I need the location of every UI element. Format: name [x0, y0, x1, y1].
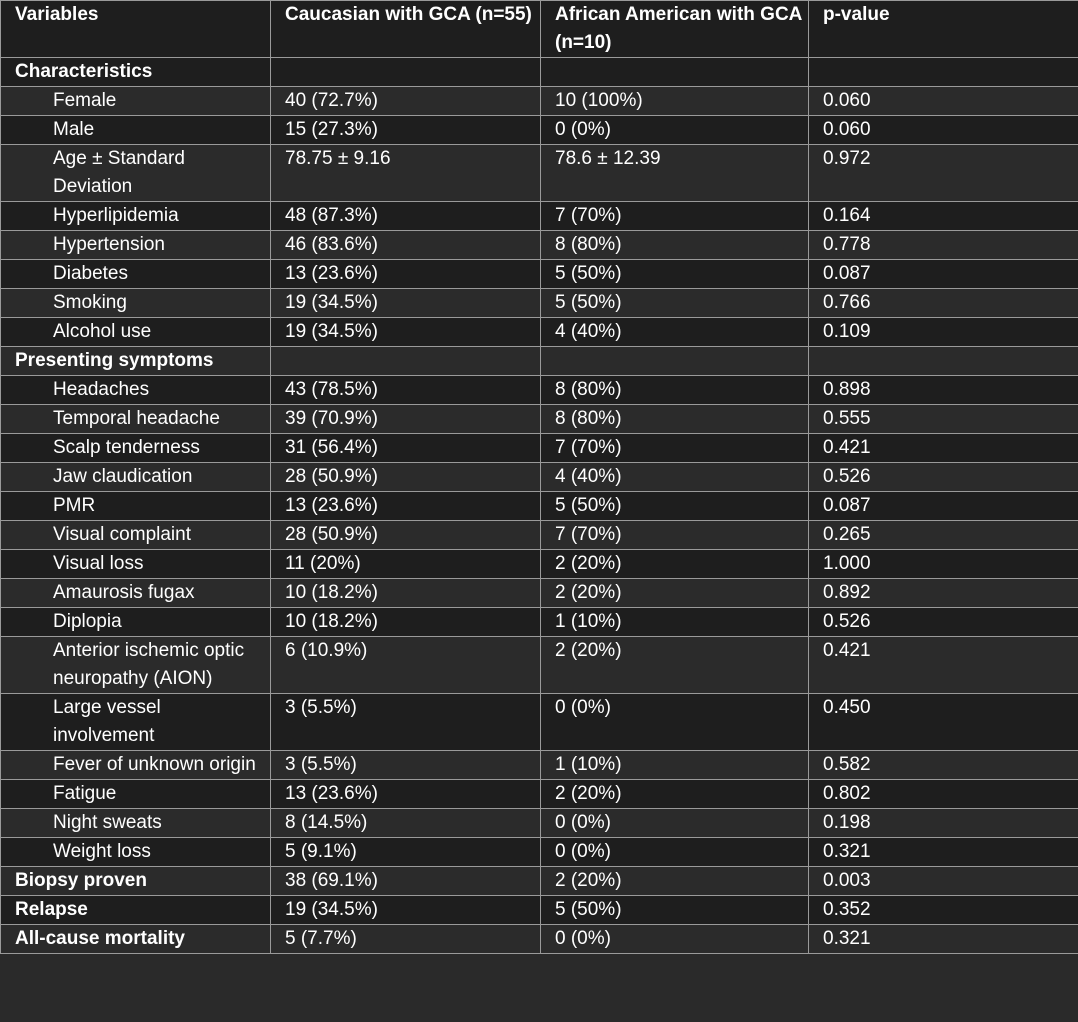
- cell-caucasian: 19 (34.5%): [271, 318, 541, 347]
- table-row: [1, 637, 1078, 694]
- cell-caucasian: 3 (5.5%): [271, 694, 541, 751]
- table-row: [1, 405, 1078, 434]
- cell-p-value: 0.109: [809, 318, 1078, 347]
- cell-african-american: 7 (70%): [541, 434, 809, 463]
- table-row: [1, 838, 1078, 867]
- cell-p-value: 0.421: [809, 637, 1078, 694]
- cell-african-american: 8 (80%): [541, 405, 809, 434]
- table-row: [1, 202, 1078, 231]
- row-label: Fatigue: [1, 780, 271, 809]
- cell-p-value: 0.421: [809, 434, 1078, 463]
- row-label: Large vessel involvement: [1, 694, 271, 751]
- header-variables: Variables: [1, 1, 271, 58]
- table-row: [1, 550, 1078, 579]
- table-row: [1, 116, 1078, 145]
- cell-african-american: 5 (50%): [541, 260, 809, 289]
- cell-african-american: 5 (50%): [541, 289, 809, 318]
- cell-african-american: 8 (80%): [541, 376, 809, 405]
- row-label: Alcohol use: [1, 318, 271, 347]
- cell-caucasian: 43 (78.5%): [271, 376, 541, 405]
- cell-caucasian: 38 (69.1%): [271, 867, 541, 896]
- row-label: Visual loss: [1, 550, 271, 579]
- row-label: Characteristics: [1, 58, 271, 87]
- cell-p-value: 0.555: [809, 405, 1078, 434]
- cell-caucasian: 28 (50.9%): [271, 463, 541, 492]
- row-label: Hyperlipidemia: [1, 202, 271, 231]
- cell-caucasian: 10 (18.2%): [271, 608, 541, 637]
- cell-african-american: 0 (0%): [541, 694, 809, 751]
- table-row: [1, 318, 1078, 347]
- cell-p-value: 0.972: [809, 145, 1078, 202]
- cell-caucasian: 13 (23.6%): [271, 780, 541, 809]
- cell-african-american: 2 (20%): [541, 867, 809, 896]
- cell-p-value: 0.892: [809, 579, 1078, 608]
- row-label: Presenting symptoms: [1, 347, 271, 376]
- table-row: [1, 463, 1078, 492]
- cell-p-value: 0.898: [809, 376, 1078, 405]
- cell-african-american: 1 (10%): [541, 608, 809, 637]
- cell-african-american: 4 (40%): [541, 318, 809, 347]
- cell-caucasian: 15 (27.3%): [271, 116, 541, 145]
- cell-caucasian: 11 (20%): [271, 550, 541, 579]
- table-row: [1, 347, 1078, 376]
- cell-african-american: 5 (50%): [541, 492, 809, 521]
- cell-caucasian: [271, 347, 541, 376]
- cell-p-value: 0.060: [809, 116, 1078, 145]
- cell-p-value: 0.198: [809, 809, 1078, 838]
- cell-african-american: [541, 58, 809, 87]
- cell-p-value: 0.087: [809, 492, 1078, 521]
- table-row: [1, 896, 1078, 925]
- table-row: [1, 579, 1078, 608]
- table-row: [1, 521, 1078, 550]
- cell-caucasian: 39 (70.9%): [271, 405, 541, 434]
- cell-caucasian: [271, 58, 541, 87]
- cell-caucasian: 6 (10.9%): [271, 637, 541, 694]
- row-label: Age ± Standard Deviation: [1, 145, 271, 202]
- cell-p-value: 0.265: [809, 521, 1078, 550]
- table-row: [1, 260, 1078, 289]
- table-row: [1, 376, 1078, 405]
- table-row: [1, 694, 1078, 751]
- cell-african-american: 0 (0%): [541, 116, 809, 145]
- cell-caucasian: 40 (72.7%): [271, 87, 541, 116]
- cell-caucasian: 5 (9.1%): [271, 838, 541, 867]
- cell-african-american: 0 (0%): [541, 838, 809, 867]
- row-label: Weight loss: [1, 838, 271, 867]
- cell-african-american: 0 (0%): [541, 925, 809, 954]
- cell-p-value: 0.450: [809, 694, 1078, 751]
- row-label: Headaches: [1, 376, 271, 405]
- cell-p-value: 0.802: [809, 780, 1078, 809]
- table-row: [1, 751, 1078, 780]
- cell-p-value: 0.778: [809, 231, 1078, 260]
- table-row: [1, 867, 1078, 896]
- cell-caucasian: 48 (87.3%): [271, 202, 541, 231]
- table-row: [1, 58, 1078, 87]
- cell-african-american: [541, 347, 809, 376]
- cell-african-american: 4 (40%): [541, 463, 809, 492]
- row-label: Male: [1, 116, 271, 145]
- row-label: Visual complaint: [1, 521, 271, 550]
- row-label: Night sweats: [1, 809, 271, 838]
- header-african-american: African American with GCA (n=10): [541, 1, 809, 58]
- cell-caucasian: 13 (23.6%): [271, 492, 541, 521]
- row-label: Smoking: [1, 289, 271, 318]
- row-label: All-cause mortality: [1, 925, 271, 954]
- cell-caucasian: 19 (34.5%): [271, 289, 541, 318]
- cell-caucasian: 10 (18.2%): [271, 579, 541, 608]
- cell-african-american: 7 (70%): [541, 521, 809, 550]
- cell-caucasian: 28 (50.9%): [271, 521, 541, 550]
- cell-caucasian: 19 (34.5%): [271, 896, 541, 925]
- row-label: Scalp tenderness: [1, 434, 271, 463]
- cell-caucasian: 13 (23.6%): [271, 260, 541, 289]
- cell-p-value: 0.526: [809, 463, 1078, 492]
- cell-p-value: 0.766: [809, 289, 1078, 318]
- table-row: [1, 492, 1078, 521]
- row-label: Temporal headache: [1, 405, 271, 434]
- cell-p-value: 0.003: [809, 867, 1078, 896]
- cell-p-value: 0.526: [809, 608, 1078, 637]
- table-row: [1, 434, 1078, 463]
- row-label: Diabetes: [1, 260, 271, 289]
- cell-p-value: 0.164: [809, 202, 1078, 231]
- cell-p-value: 0.352: [809, 896, 1078, 925]
- cell-african-american: 8 (80%): [541, 231, 809, 260]
- table-row: [1, 608, 1078, 637]
- row-label: Amaurosis fugax: [1, 579, 271, 608]
- table-row: [1, 145, 1078, 202]
- cell-african-american: 2 (20%): [541, 550, 809, 579]
- row-label: Anterior ischemic optic neuropathy (AION): [1, 637, 271, 694]
- cell-p-value: 0.087: [809, 260, 1078, 289]
- row-label: Relapse: [1, 896, 271, 925]
- row-label: Hypertension: [1, 231, 271, 260]
- cell-african-american: 2 (20%): [541, 579, 809, 608]
- row-label: Diplopia: [1, 608, 271, 637]
- row-label: Female: [1, 87, 271, 116]
- cell-african-american: 1 (10%): [541, 751, 809, 780]
- cell-caucasian: 46 (83.6%): [271, 231, 541, 260]
- cell-caucasian: 3 (5.5%): [271, 751, 541, 780]
- table-row: [1, 809, 1078, 838]
- cell-p-value: 1.000: [809, 550, 1078, 579]
- table-row: [1, 289, 1078, 318]
- cell-p-value: 0.582: [809, 751, 1078, 780]
- header-row: [1, 1, 1078, 58]
- cell-caucasian: 31 (56.4%): [271, 434, 541, 463]
- cell-african-american: 2 (20%): [541, 780, 809, 809]
- cell-p-value: [809, 58, 1078, 87]
- table-row: [1, 87, 1078, 116]
- cell-african-american: 7 (70%): [541, 202, 809, 231]
- header-caucasian: Caucasian with GCA (n=55): [271, 1, 541, 58]
- table-row: [1, 780, 1078, 809]
- cell-african-american: 10 (100%): [541, 87, 809, 116]
- cell-african-american: 0 (0%): [541, 809, 809, 838]
- cell-african-american: 78.6 ± 12.39: [541, 145, 809, 202]
- cell-african-american: 2 (20%): [541, 637, 809, 694]
- cell-african-american: 5 (50%): [541, 896, 809, 925]
- row-label: Biopsy proven: [1, 867, 271, 896]
- cell-caucasian: 78.75 ± 9.16: [271, 145, 541, 202]
- cell-caucasian: 8 (14.5%): [271, 809, 541, 838]
- header-p-value: p-value: [809, 1, 1078, 58]
- table-row: [1, 925, 1078, 954]
- cell-p-value: 0.060: [809, 87, 1078, 116]
- row-label: Fever of unknown origin: [1, 751, 271, 780]
- table-row: [1, 231, 1078, 260]
- cell-caucasian: 5 (7.7%): [271, 925, 541, 954]
- row-label: PMR: [1, 492, 271, 521]
- cell-p-value: 0.321: [809, 838, 1078, 867]
- row-label: Jaw claudication: [1, 463, 271, 492]
- cell-p-value: 0.321: [809, 925, 1078, 954]
- table-body: [1, 58, 1078, 954]
- cell-p-value: [809, 347, 1078, 376]
